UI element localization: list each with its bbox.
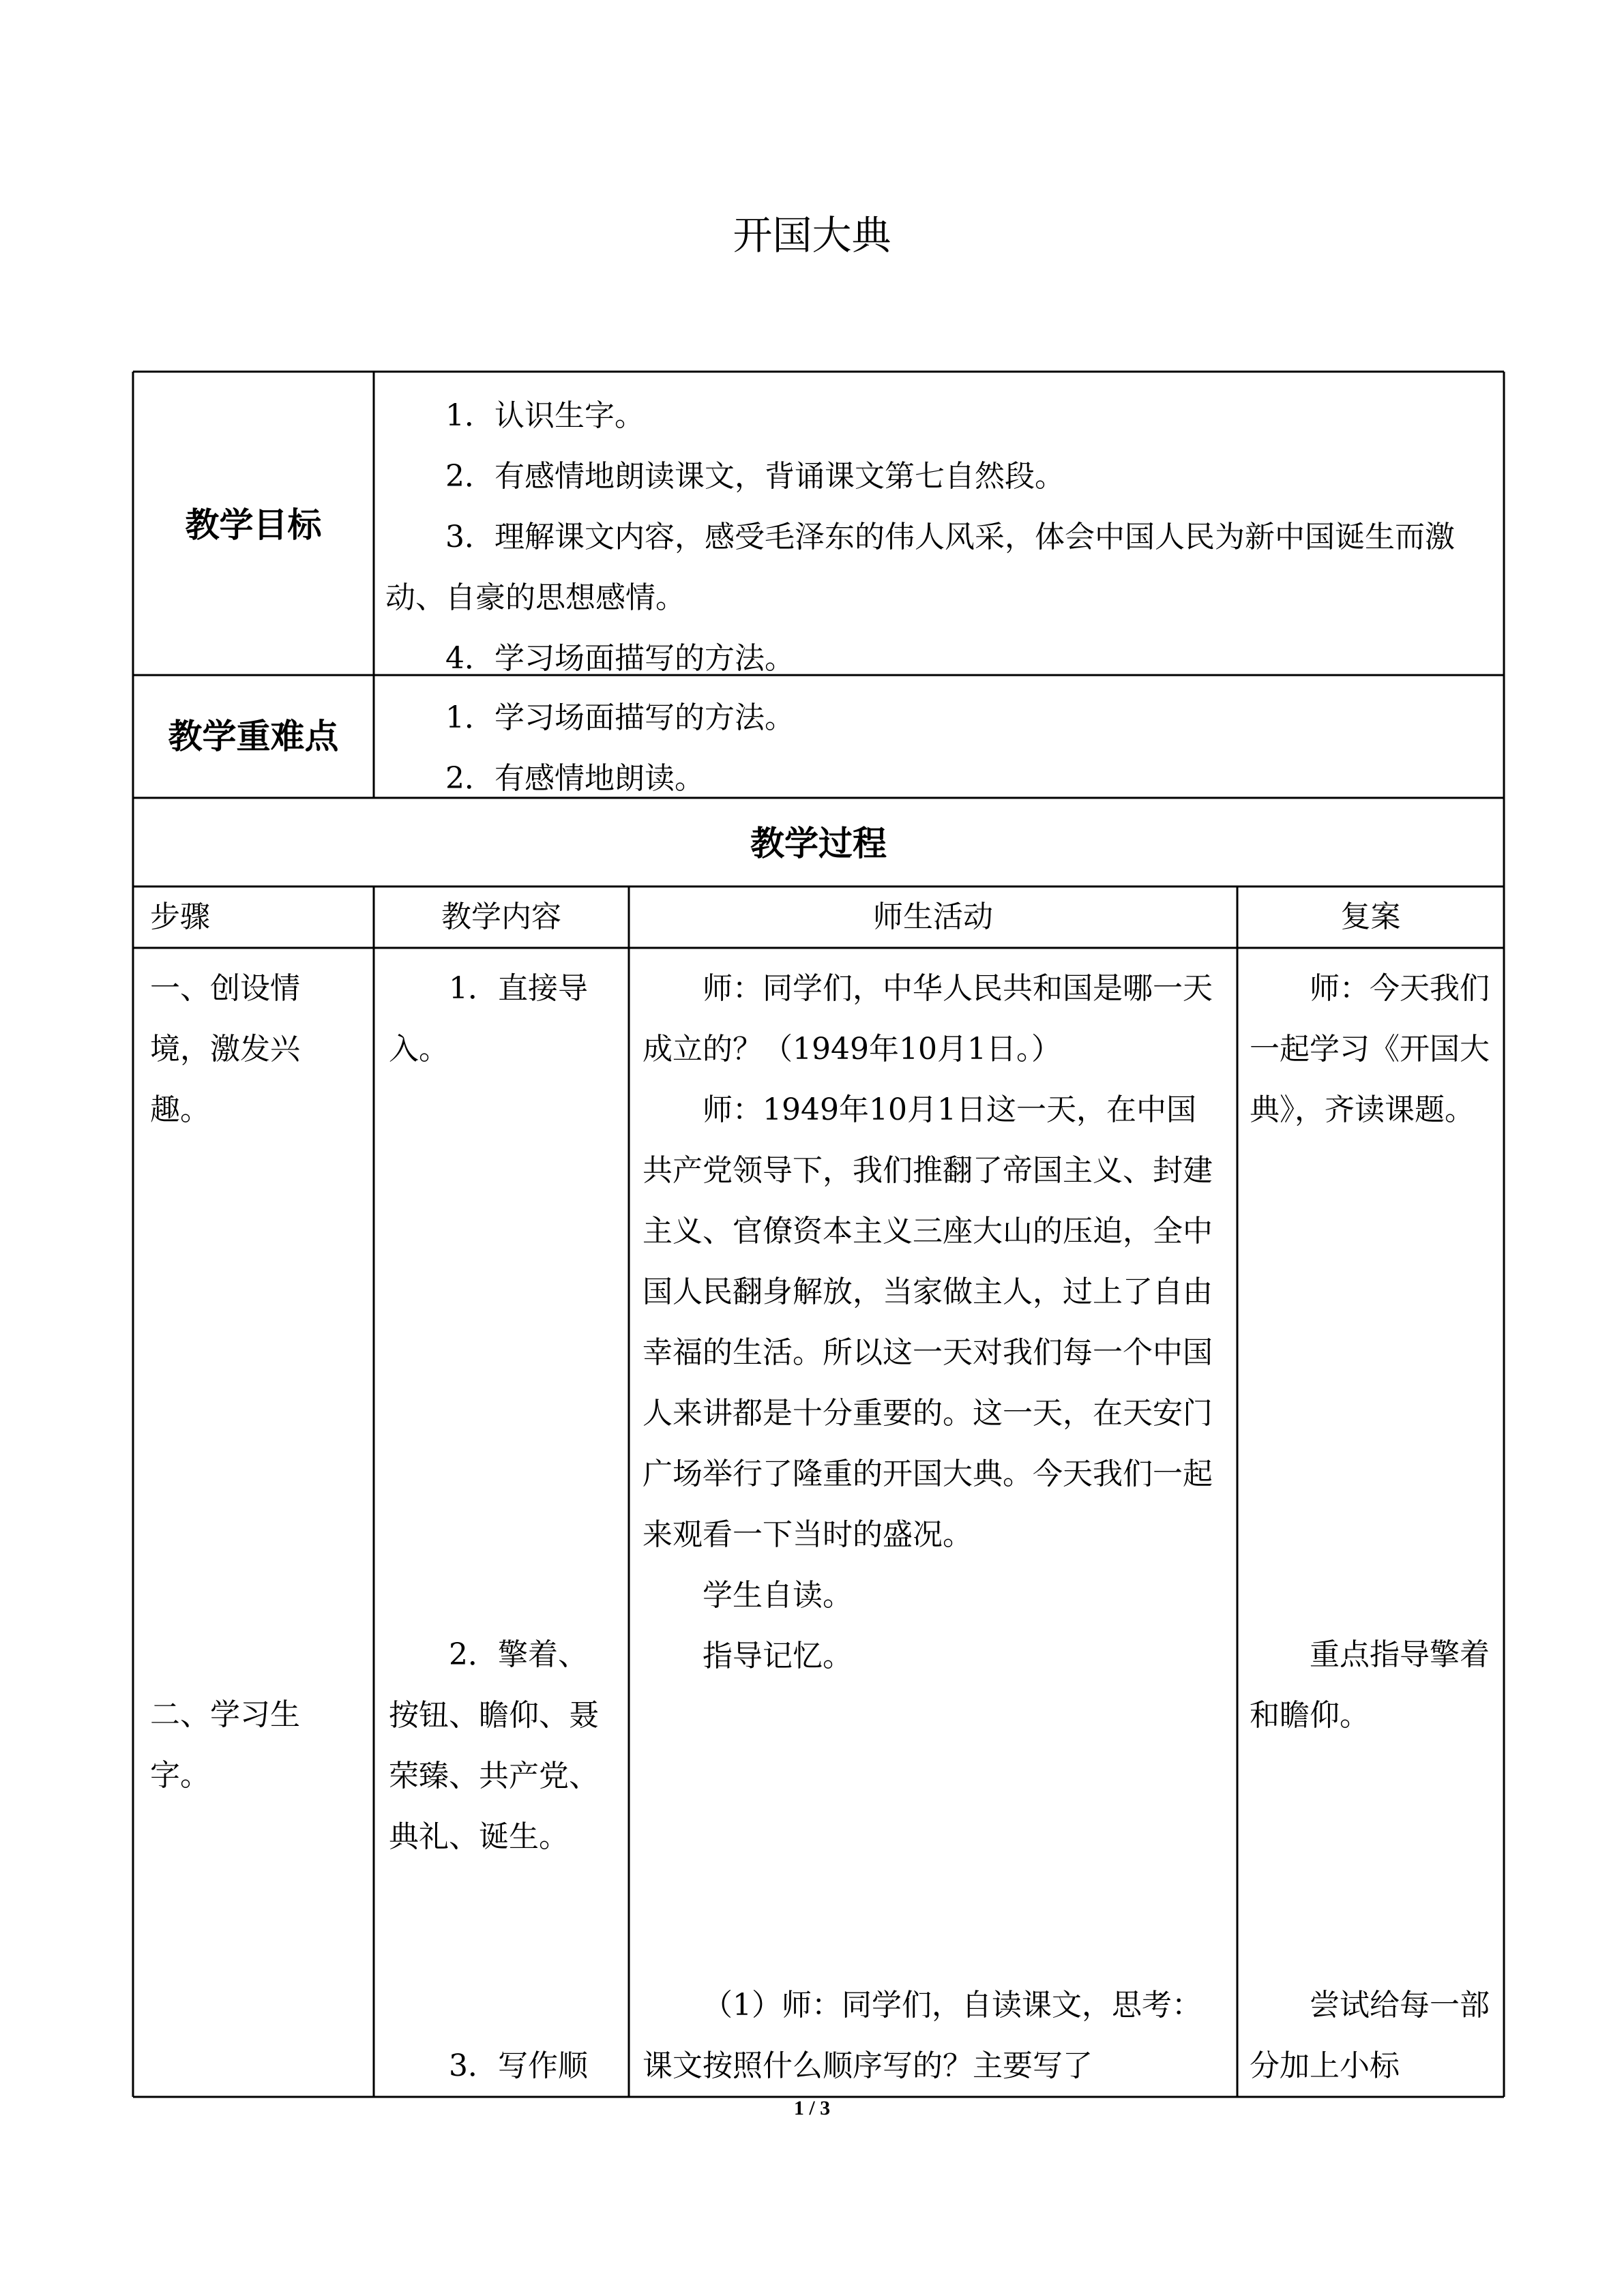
key-points-list (385, 687, 1490, 809)
activity-paragraph: （1）师：同学们，自读课文，思考：课文按照什么顺序写的？主要写了 (643, 1988, 1202, 2083)
header-step: 步骤 (150, 899, 210, 934)
activity-paragraph: 指导记忆。 (703, 1639, 853, 1673)
objectives-label: 教学目标 (185, 505, 322, 545)
note-1: 师：今天我们一起学习《开国大典》，齐读课题。 (1250, 971, 1490, 1127)
key-point-item: 2．有感情地朗读。 (445, 761, 705, 796)
activity-paragraph: 学生自读。 (703, 1578, 853, 1613)
activity-block-1 (643, 958, 1226, 1686)
content-3: 3．写作顺 (449, 2048, 588, 2083)
document-title: 开国大典 (733, 212, 891, 258)
objective-item: 1．认识生字。 (445, 398, 645, 433)
note-2: 重点指导擎着和瞻仰。 (1250, 1637, 1490, 1733)
objectives-list (385, 385, 1490, 689)
header-activity: 师生活动 (873, 899, 993, 934)
header-notes: 复案 (1340, 899, 1401, 934)
note-3: 尝试给每一部分加上小标 (1250, 1988, 1490, 2083)
content-1: 1．直接导入。 (389, 971, 588, 1067)
activity-block-2 (643, 1975, 1226, 2096)
process-title: 教学过程 (750, 823, 887, 863)
content-2: 2．擎着、按钮、瞻仰、聂荣臻、共产党、典礼、诞生。 (389, 1637, 599, 1854)
activity-paragraph: 师：1949年10月1日这一天，在中国共产党领导下，我们推翻了帝国主义、封建主义、官僚资本主义三座大山的压迫，全中国人民翻身解放，当家做主人，过上了自由幸福的生活。所以这一天对我们每一个中国人来讲都是十分重要的。这一天，在天安门广场举行了隆重的开国大典。今天我们一起来观看一下当时的盛况。 (643, 1092, 1213, 1552)
activity-paragraph: 师：同学们，中华人民共和国是哪一天成立的？（1949年10月1日。） (643, 971, 1213, 1067)
key-points-label: 教学重难点 (168, 716, 339, 756)
objective-item: 2．有感情地朗读课文，背诵课文第七自然段。 (445, 459, 1065, 494)
objective-item: 3．理解课文内容，感受毛泽东的伟人风采，体会中国人民为新中国诞生而激动、自豪的思想感情。 (385, 520, 1455, 615)
key-point-item: 1．学习场面描写的方法。 (445, 700, 795, 735)
header-content: 教学内容 (441, 899, 561, 934)
step-2: 二、学习生字。 (150, 1697, 300, 1793)
step-1: 一、创设情境，激发兴趣。 (150, 971, 300, 1127)
objective-item: 4．学习场面描写的方法。 (445, 641, 795, 676)
page-number: 1 / 3 (793, 2097, 831, 2119)
